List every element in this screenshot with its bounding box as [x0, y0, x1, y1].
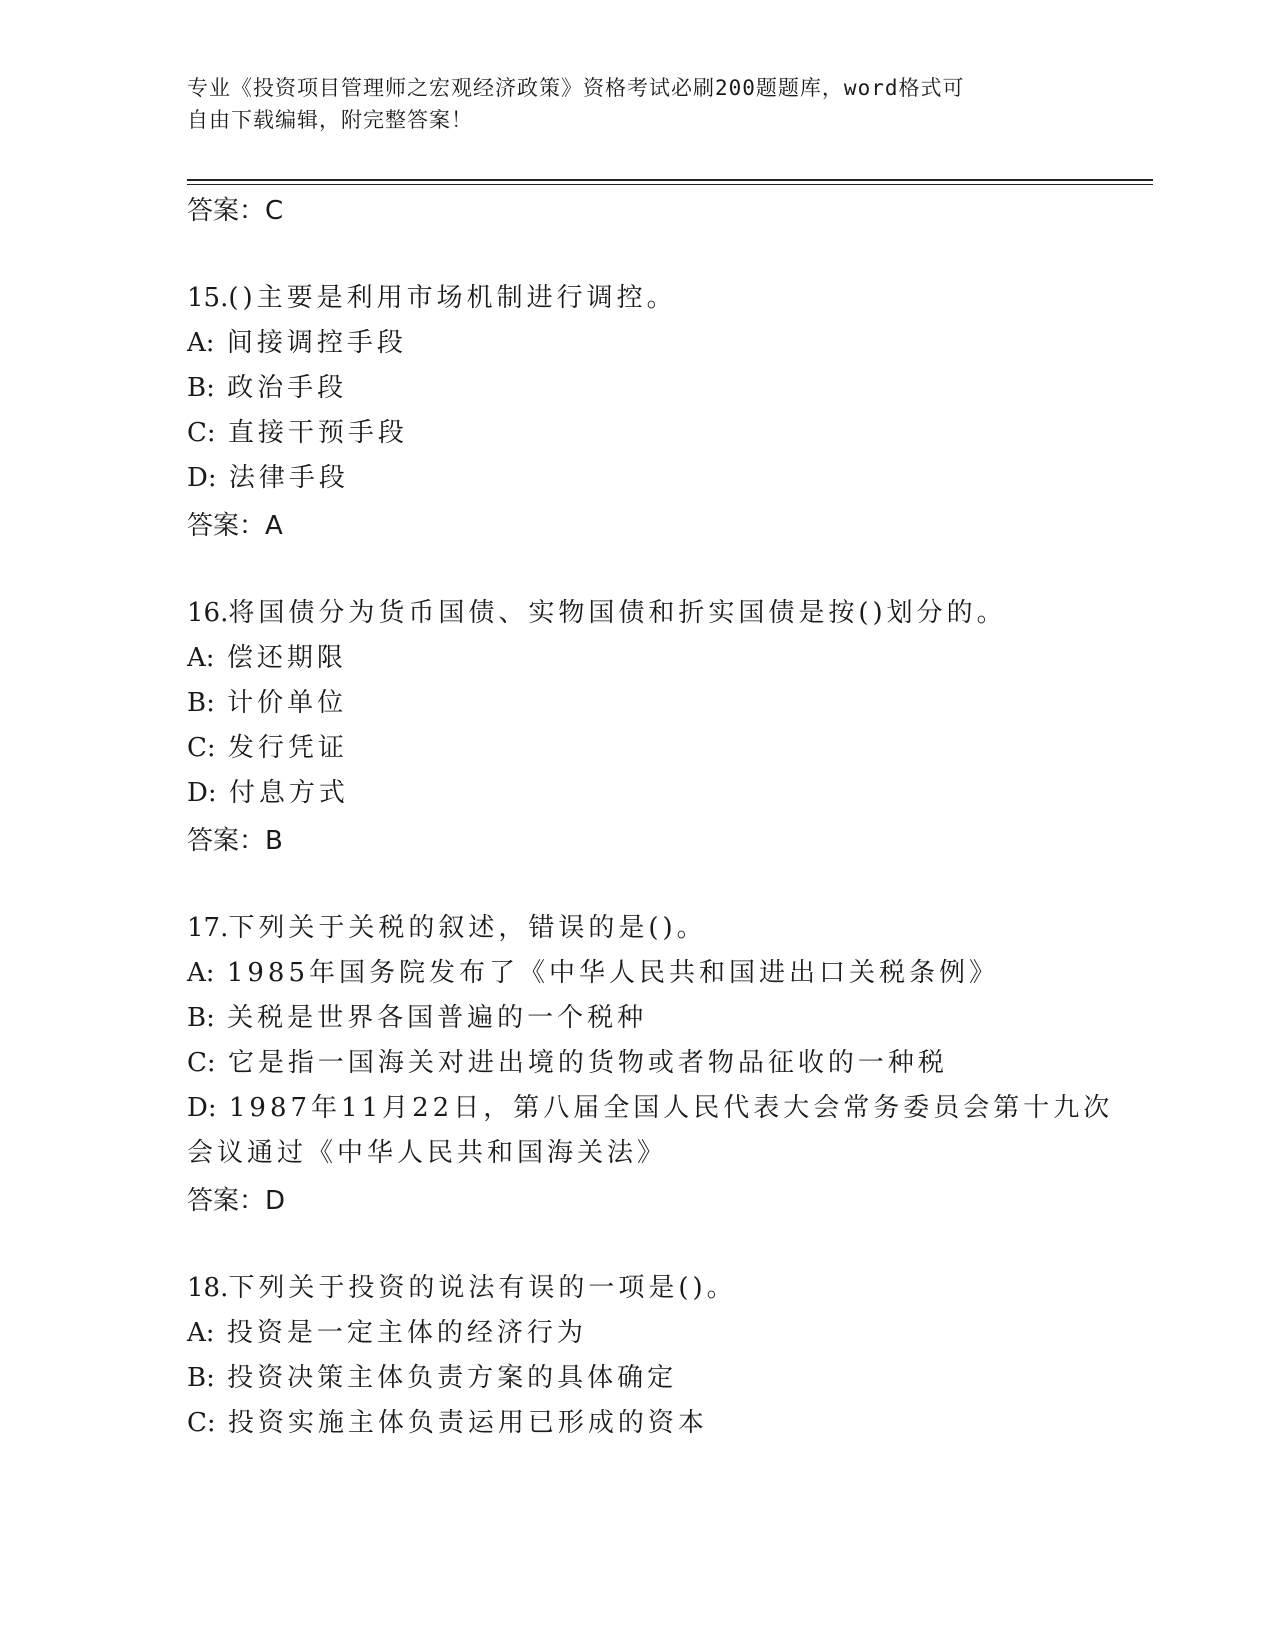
option-c: C: 发行凭证: [187, 733, 348, 763]
question-number: 15.: [187, 283, 229, 313]
question-number: 16.: [187, 598, 229, 628]
option-d: D: 法律手段: [187, 463, 349, 493]
option-d: D: 1987年11月22日，第八届全国人民代表大会常务委员会第十九次: [187, 1093, 1114, 1123]
option-d: D: 付息方式: [187, 778, 349, 808]
option-c: C: 直接干预手段: [187, 418, 408, 448]
answer-line: 答案：C: [187, 196, 284, 226]
option-a: A: 偿还期限: [187, 643, 347, 673]
question-stem: [187, 1266, 1147, 1311]
question-list: [187, 192, 1147, 1446]
question-number: 18.: [187, 1273, 229, 1303]
question-block: [187, 591, 1147, 860]
option-b: B: 政治手段: [187, 373, 348, 403]
answer-line: 答案：B: [187, 826, 283, 856]
option-a: A: 投资是一定主体的经济行为: [187, 1318, 587, 1348]
option-d-continuation: 会议通过《中华人民共和国海关法》: [187, 1138, 668, 1168]
question-text: 将国债分为货币国债、实物国债和折实国债是按()划分的。: [228, 598, 1007, 628]
answer-line: 答案：A: [187, 511, 283, 541]
header-divider-thick: [187, 179, 1153, 181]
document-header: [187, 72, 1087, 136]
answer-line: 答案：D: [187, 1186, 286, 1216]
option-c: C: 投资实施主体负责运用已形成的资本: [187, 1408, 708, 1438]
question-text: ()主要是利用市场机制进行调控。: [228, 283, 677, 313]
option-b: B: 计价单位: [187, 688, 348, 718]
option-b: B: 关税是世界各国普遍的一个税种: [187, 1003, 648, 1033]
option-a: A: 1985年国务院发布了《中华人民共和国进出口关税条例》: [187, 958, 999, 988]
question-block: [187, 906, 1147, 1220]
header-line-1: 专业《投资项目管理师之宏观经济政策》资格考试必刷200题题库，word格式可: [187, 76, 965, 100]
option-a: A: 间接调控手段: [187, 328, 407, 358]
question-block: [187, 276, 1147, 545]
question-stem: [187, 591, 1147, 636]
question-text: 下列关于投资的说法有误的一项是()。: [228, 1273, 737, 1303]
question-stem: [187, 276, 1147, 321]
option-c: C: 它是指一国海关对进出境的货物或者物品征收的一种税: [187, 1048, 948, 1078]
question-number: 17.: [187, 913, 229, 943]
question-text: 下列关于关税的叙述，错误的是()。: [228, 913, 707, 943]
option-b: B: 投资决策主体负责方案的具体确定: [187, 1363, 678, 1393]
header-line-2: 自由下载编辑，附完整答案！: [187, 108, 473, 132]
header-divider-thin: [187, 184, 1153, 185]
question-block: [187, 1266, 1147, 1446]
question-stem: [187, 906, 1147, 951]
